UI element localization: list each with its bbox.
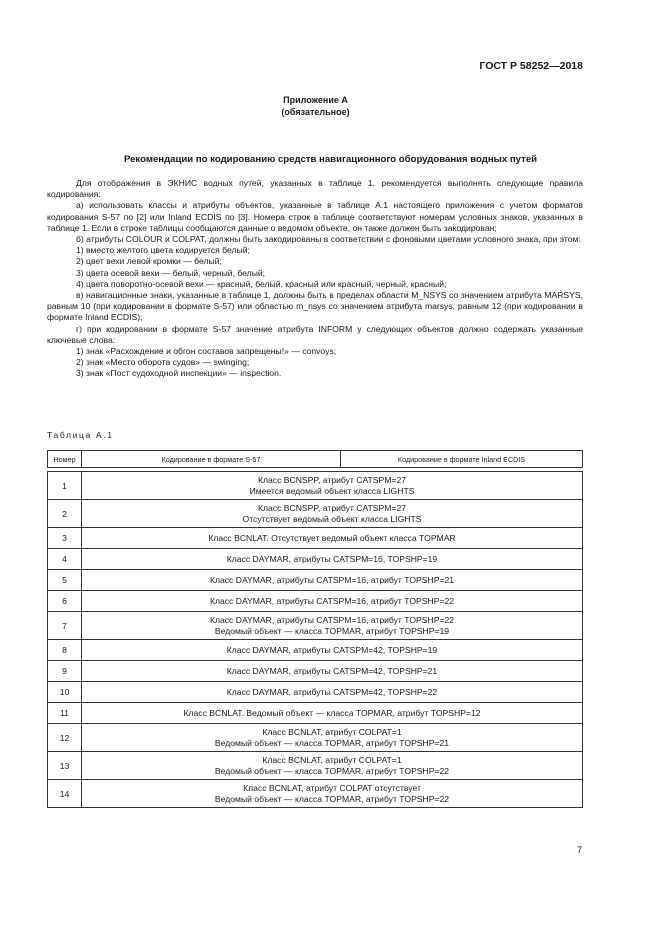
list-item: 2) цвет вехи левой кромки — белый; xyxy=(76,256,222,267)
row-coding xyxy=(82,612,583,640)
paragraph: г) при кодировании в формате S-57 значение атрибута INFORM у следующих объектов должно содержать указанные ключевые слова: xyxy=(47,323,583,345)
coding-line: Класс BCNSPP, атрибут CATSPM=27 xyxy=(258,475,406,485)
coding-line: Класс BCNLAT, атрибут COLPAT=1 xyxy=(262,727,402,737)
table-row xyxy=(48,661,583,682)
annex-block xyxy=(0,94,631,118)
header-inland-ecdis: Кодирование в формате Inland ECDIS xyxy=(341,451,583,468)
coding-line: Класс DAYMAR, атрибуты CATSPM=16, атрибут TOPSHP=21 xyxy=(209,574,455,585)
paragraph: Для отображения в ЭКНИС водных путей, указанных в таблице 1, рекомендуется выполнять следующие правила кодирования: xyxy=(47,178,583,200)
table-row xyxy=(48,780,583,808)
row-number: 1 xyxy=(48,472,82,500)
table-row xyxy=(48,752,583,780)
coding-line: Класс DAYMAR, атрибуты CATSPM=42, TOPSHP=21 xyxy=(226,665,438,676)
section-heading: Рекомендации по кодированию средств навигационного оборудования водных путей xyxy=(123,154,538,165)
list-item: 3) цвета осевой вехи — белый, черный, белый; xyxy=(76,267,266,278)
coding-line: Отсутствует ведомый объект класса LIGHTS xyxy=(242,513,422,524)
table-row xyxy=(48,570,583,591)
list-item: 2) знак «Место оборота судов» — swinging; xyxy=(76,357,250,368)
table-body xyxy=(48,472,583,808)
paragraph: в) навигационные знаки, указанные в таблице 1, должны быть в пределах области M_NSYS со значением атрибута MARSYS, равным 10 (при кодировании в формате S-57) или областью m_nsys со значением атрибута marsys, равным 12 (при кодировании в формате Inland ECDIS); xyxy=(47,290,583,323)
row-number: 13 xyxy=(48,752,82,780)
coding-line: Класс DAYMAR, атрибуты CATSPM=16, TOPSHP=19 xyxy=(226,553,438,564)
table-caption: Таблица А.1 xyxy=(47,430,114,440)
coding-line: Имеется ведомый объект класса LIGHTS xyxy=(249,485,415,496)
row-coding xyxy=(82,549,583,570)
list-item: 3) знак «Пост судоходной инспекции» — inspection. xyxy=(76,368,282,379)
row-number: 7 xyxy=(48,612,82,640)
row-coding xyxy=(82,570,583,591)
coding-line: Ведомый объект — класса TOPMAR, атрибут TOPSHP=22 xyxy=(214,765,450,776)
annex-status: (обязательное) xyxy=(281,107,350,117)
table-row xyxy=(48,591,583,612)
coding-line: Класс DAYMAR, атрибуты CATSPM=16, атрибут TOPSHP=22 xyxy=(209,615,455,625)
table-header-row xyxy=(48,451,583,468)
coding-line: Класс BCNLAT, атрибут COLPAT отсутствует xyxy=(243,783,421,793)
table-row xyxy=(48,724,583,752)
row-number: 2 xyxy=(48,500,82,528)
list-item: 1) вместо желтого цвета кодируется белый; xyxy=(76,245,250,256)
annex-title: Приложение А xyxy=(283,95,348,105)
row-coding xyxy=(82,528,583,549)
paragraph: б) атрибуты COLOUR и COLPAT, должны быть закодированы в соответствии с фоновыми цветами условного знака, при этом: xyxy=(76,234,581,245)
table-row xyxy=(48,640,583,661)
coding-line: Ведомый объект — класса TOPMAR, атрибут TOPSHP=19 xyxy=(214,625,450,636)
body-text xyxy=(47,178,583,380)
row-number: 6 xyxy=(48,591,82,612)
row-coding xyxy=(82,640,583,661)
row-number: 12 xyxy=(48,724,82,752)
coding-line: Класс BCNLAT. Ведомый объект — класса TOPMAR, атрибут TOPSHP=12 xyxy=(183,707,481,718)
table-row xyxy=(48,612,583,640)
row-coding xyxy=(82,500,583,528)
coding-line: Класс BCNLAT, атрибут COLPAT=1 xyxy=(262,755,402,765)
coding-line: Класс BCNLAT. Отсутствует ведомый объект класса TOPMAR xyxy=(208,532,456,543)
row-coding xyxy=(82,752,583,780)
header-s57: Кодирование в формате S-57 xyxy=(82,451,341,468)
row-number: 8 xyxy=(48,640,82,661)
header-number: Номер xyxy=(48,451,82,468)
table-row xyxy=(48,549,583,570)
page-number: 7 xyxy=(576,845,582,855)
coding-line: Ведомый объект — класса TOPMAR, атрибут TOPSHP=21 xyxy=(214,737,450,748)
table-row xyxy=(48,682,583,703)
list-item: 4) цвета поворотно-осевой вехи — красный, белый, красный или красный, черный, красный; xyxy=(76,278,447,289)
row-number: 3 xyxy=(48,528,82,549)
coding-line: Класс BCNSPP, атрибут CATSPM=27 xyxy=(258,503,406,513)
coding-line: Класс DAYMAR, атрибуты CATSPM=42, TOPSHP=19 xyxy=(226,644,438,655)
row-number: 14 xyxy=(48,780,82,808)
table-row xyxy=(48,528,583,549)
row-coding xyxy=(82,703,583,724)
row-number: 10 xyxy=(48,682,82,703)
row-coding xyxy=(82,472,583,500)
row-number: 11 xyxy=(48,703,82,724)
table-row xyxy=(48,472,583,500)
coding-line: Класс DAYMAR, атрибуты CATSPM=42, TOPSHP=22 xyxy=(226,686,438,697)
table-row xyxy=(48,703,583,724)
row-coding xyxy=(82,661,583,682)
row-number: 4 xyxy=(48,549,82,570)
coding-line: Ведомый объект — класса TOPMAR, атрибут TOPSHP=22 xyxy=(214,793,450,804)
paragraph: а) использовать классы и атрибуты объектов, указанные в таблице А.1 настоящего приложения с учетом форматов кодирования S-57 по [2] или Inland ECDIS по [3]. Номера строк в таблице соответствуют номерам условных знаков, указанных в таблице 1. Если в строке таблицы сообщаются данные о ведомом объекте, он также должен быть закодирован; xyxy=(47,200,583,233)
row-number: 9 xyxy=(48,661,82,682)
coding-line: Класс DAYMAR, атрибуты CATSPM=16, атрибут TOPSHP=22 xyxy=(209,595,455,606)
row-coding xyxy=(82,724,583,752)
row-coding xyxy=(82,682,583,703)
coding-table xyxy=(47,450,583,808)
row-coding xyxy=(82,780,583,808)
standard-number: ГОСТ Р 58252—2018 xyxy=(479,60,583,72)
row-coding xyxy=(82,591,583,612)
list-item: 1) знак «Расхождение и обгон составов запрещены!» — convoys; xyxy=(76,346,337,357)
table-row xyxy=(48,500,583,528)
row-number: 5 xyxy=(48,570,82,591)
